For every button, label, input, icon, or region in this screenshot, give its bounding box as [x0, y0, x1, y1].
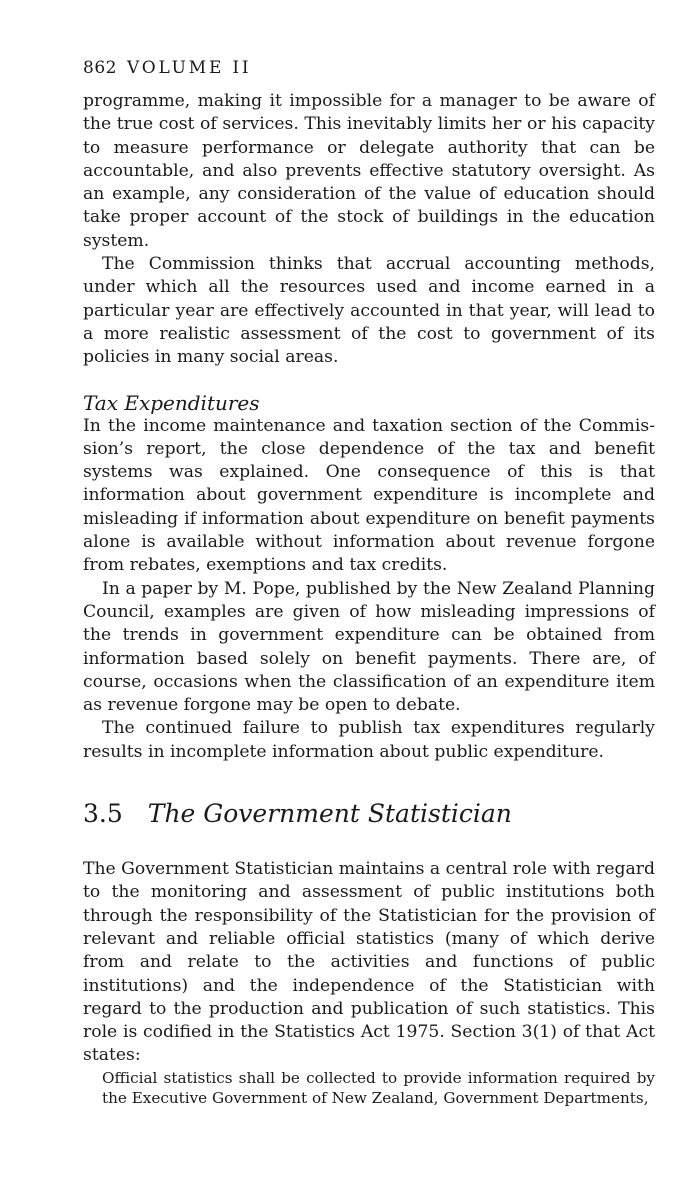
paragraph-continued: programme, making it impossible for a manager to be aware of the true cost of services. This inevitably limits her or his capacity to measure performance or delegate authority that can be accountable, and also prevents effective statutory oversight. As an example, any consideration of the value of education should take proper account of the stock of buildings in the education system.: [83, 91, 655, 251]
paragraph-pope: In a paper by M. Pope, published by the New Zealand Planning Council, examples are given of how misleading impressions of the trends in government expenditure can be obtained from information based solely on benefit payments. There are, of course, occasions when the classification of an expenditure item as revenue forgone may be open to debate.: [83, 578, 655, 716]
page-number: 862: [83, 58, 117, 78]
paragraph-failure: The continued failure to publish tax expenditures regularly results in incomplete information about public expenditure.: [83, 718, 655, 762]
section-heading: [83, 798, 655, 830]
running-title: VOLUME II: [126, 58, 252, 78]
subheading-tax-expenditures: Tax Expenditures: [83, 390, 260, 415]
running-header: [83, 58, 655, 78]
paragraph-tax-intro: In the income maintenance and taxation section of the Commission’s report, the close dependence of the tax and benefit systems was explained. One consequence of this is that information about government expenditure is incomplete and misleading if information about expenditure on benefit payments alone is available without information about revenue forgone from rebates, exemptions and tax credits.: [83, 415, 655, 576]
text-column: [83, 58, 655, 1109]
section-title: The Government Statistician: [147, 799, 512, 829]
block-quote: Official statistics shall be collected to provide information required by the Executive Government of New Zealand, Government Departments,: [102, 1068, 655, 1108]
paragraph-accrual: The Commission thinks that accrual accounting methods, under which all the resources used and income earned in a particular year are effectively accounted in that year, will lead to a more realistic assessment of the cost to government of its policies in many social areas.: [83, 254, 655, 368]
section-number: 3.5: [83, 799, 123, 829]
paragraph-statistician: The Government Statistician maintains a central role with regard to the monitoring and assessment of public institutions both through the responsibility of the Statistician for the provision of relevant and reliable official statistics (many of which derive from and relate to the activities and functions of public institutions) and the independence of the Statistician with regard to the production and publication of such statistics. This role is codified in the Statistics Act 1975. Section 3(1) of that Act states:: [83, 859, 656, 1066]
